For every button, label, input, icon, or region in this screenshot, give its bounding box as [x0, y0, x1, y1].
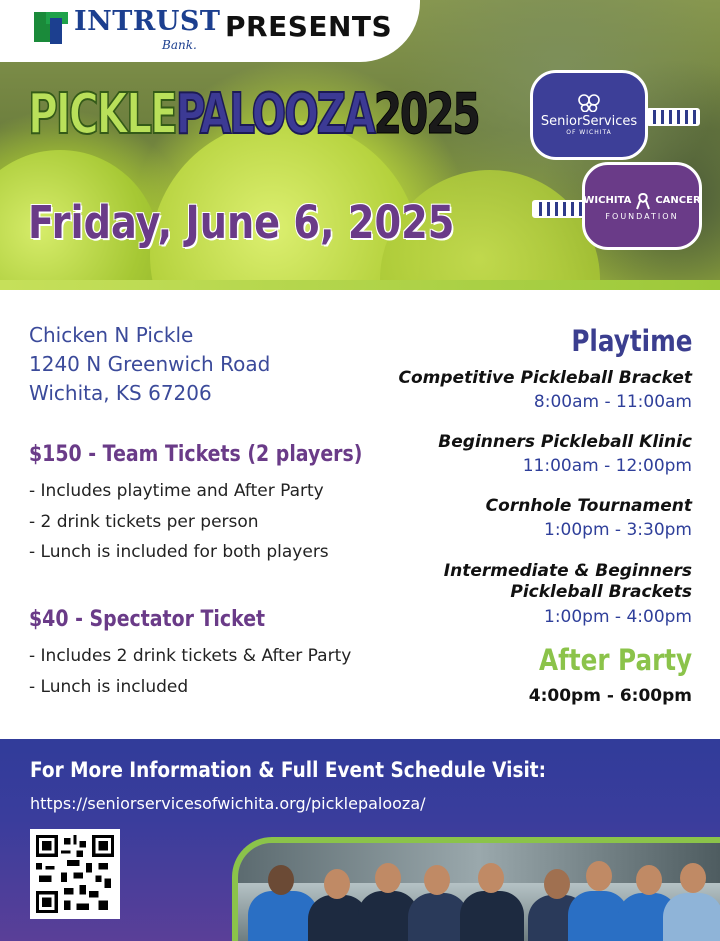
divider: [0, 280, 720, 290]
senior-services-logo: [530, 70, 648, 160]
cancer-foundation-paddle: [530, 162, 705, 252]
after-party-time: 4:00pm - 6:00pm: [528, 686, 692, 706]
playtime-heading: Playtime: [570, 324, 692, 358]
top-bar: [0, 0, 420, 62]
venue-city: Wichita, KS 67206: [29, 381, 212, 405]
qr-code[interactable]: [30, 829, 120, 919]
title-part-year: 2025: [373, 82, 479, 147]
senior-services-sub: OF WICHITA: [566, 129, 612, 136]
event-time: 11:00am - 12:00pm: [522, 456, 692, 476]
list-item: - Lunch is included for both players: [29, 542, 329, 562]
qr-code-icon: [36, 835, 114, 913]
list-item: - Includes 2 drink tickets & After Party: [29, 646, 352, 666]
butterfly-icon: [577, 94, 601, 112]
title-part-pickle: PICKLE: [28, 82, 176, 147]
paddle-handle: [646, 108, 700, 126]
intrust-bank-logo: [32, 6, 221, 52]
venue-address: [29, 321, 270, 408]
bank-sub: Bank.: [162, 38, 197, 52]
paddle-handle: [532, 200, 586, 218]
footer: [0, 739, 720, 941]
cancer-line1: WICHITA: [583, 195, 632, 206]
cancer-foundation-logo: [582, 162, 702, 250]
list-item: - 2 drink tickets per person: [29, 511, 259, 532]
event-time: 1:00pm - 3:30pm: [544, 520, 692, 540]
intrust-logo-icon: [32, 8, 72, 44]
venue-name: Chicken N Pickle: [29, 323, 194, 347]
event-date: Friday, June 6, 2025: [28, 196, 455, 249]
bank-name: INTRUST: [74, 6, 221, 37]
event-time: 1:00pm - 4:00pm: [544, 607, 692, 627]
group-photo: [232, 837, 720, 941]
senior-services-paddle: [530, 70, 700, 162]
cancer-line2: CANCER: [655, 195, 701, 206]
event-name: Beginners Pickleball Klinic: [438, 432, 692, 452]
ribbon-icon: [635, 192, 651, 210]
hero-banner: [0, 0, 720, 290]
event-title: [28, 82, 479, 147]
info-heading: For More Information & Full Event Schedule Visit:: [30, 758, 546, 782]
spectator-ticket-list: [29, 641, 351, 702]
list-item: - Includes playtime and After Party: [29, 481, 324, 501]
event-name: Competitive Pickleball Bracket: [398, 368, 692, 388]
event-name-line2: Pickleball Brackets: [510, 582, 692, 602]
title-part-palooza: PALOOZA: [175, 82, 374, 147]
event-time: 8:00am - 11:00am: [533, 392, 692, 412]
after-party-heading: After Party: [538, 643, 692, 677]
senior-services-name: SeniorServices: [540, 114, 638, 129]
spectator-ticket-heading: $40 - Spectator Ticket: [29, 607, 266, 632]
venue-street: 1240 N Greenwich Road: [29, 352, 271, 376]
event-name: Cornhole Tournament: [485, 496, 692, 516]
presents-text: PRESENTS: [225, 10, 393, 43]
team-ticket-list: [29, 476, 329, 568]
team-ticket-heading: $150 - Team Tickets (2 players): [29, 442, 363, 467]
event-link[interactable]: https://seniorservicesofwichita.org/picklepalooza/: [30, 794, 426, 813]
cancer-line3: FOUNDATION: [605, 211, 679, 221]
list-item: - Lunch is included: [29, 676, 189, 697]
event-name: Intermediate & Beginners: [443, 561, 692, 581]
